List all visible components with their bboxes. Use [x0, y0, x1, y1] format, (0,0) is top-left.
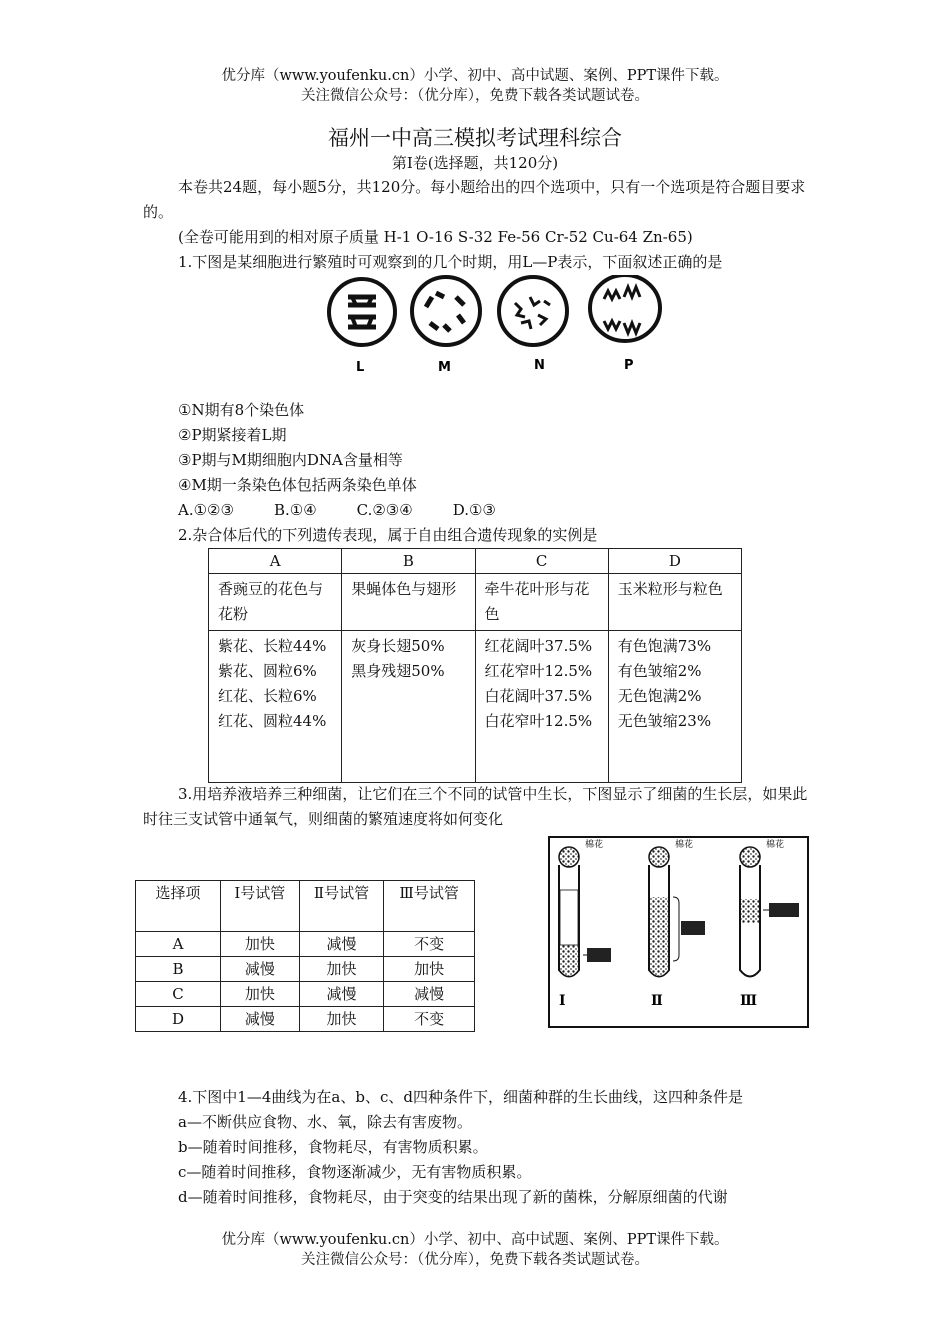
header-cell: Ⅲ号试管: [384, 881, 475, 932]
header-cell: Ⅱ号试管: [299, 881, 384, 932]
page-title: 福州一中高三模拟考试理科综合: [328, 126, 622, 150]
cell: 不变: [384, 1007, 475, 1032]
trait-cell: 牵牛花叶形与花色: [475, 574, 608, 631]
cell-division-figure: [318, 275, 664, 375]
q4-condition-c: c—随着时间推移，食物逐渐减少，无有害物质积累。: [178, 1163, 532, 1181]
section-title: 第Ⅰ卷(选择题，共120分): [391, 154, 559, 172]
result-cell: [475, 631, 608, 783]
q1-option-b[interactable]: B.①④: [273, 501, 317, 519]
q3-stem: 3.用培养液培养三种细菌，让它们在三个不同的试管中生长，下图显示了细菌的生长层，如果此时往三支试管中通氧气，则细菌的繁殖速度将如何变化: [143, 785, 808, 828]
cotton-label: 棉花: [766, 840, 785, 850]
test-tube-figure: [547, 835, 810, 1030]
result-cell: [209, 631, 342, 783]
header-cell: B: [342, 549, 475, 574]
table-header-row: [136, 881, 475, 932]
result-line: 白花窄叶12.5%: [484, 712, 593, 730]
q1-stem: 1.下图是某细胞进行繁殖时可观察到的几个时期，用L—P表示，下面叙述正确的是: [178, 253, 723, 271]
result-line: 红花阔叶37.5%: [484, 637, 593, 655]
header-cell: A: [209, 549, 342, 574]
result-line: 灰身长翅50%: [351, 637, 445, 655]
table-row: [136, 1007, 475, 1032]
cell: 减慢: [299, 982, 384, 1007]
tube-2: [649, 838, 705, 977]
cell-P: [590, 275, 660, 341]
header-cell: D: [608, 549, 741, 574]
cell: 减慢: [299, 932, 384, 957]
result-line: 红花、长粒6%: [218, 687, 317, 705]
q1-option-d[interactable]: D.①③: [452, 501, 496, 519]
trait-cell: 玉米粒形与粒色: [608, 574, 741, 631]
cell: 加快: [221, 982, 300, 1007]
label-N: N: [534, 358, 545, 373]
atomic-masses: (全卷可能用到的相对原子质量 H-1 O-16 S-32 Fe-56 Cr-52 Cu-64 Zn-65): [178, 228, 693, 246]
q2-table: [208, 548, 742, 783]
tube-label-3: Ⅲ: [740, 993, 758, 1009]
tube-label-1: Ⅰ: [559, 993, 566, 1009]
tube-label-2: Ⅱ: [651, 993, 663, 1009]
label-M: M: [438, 360, 451, 375]
table-row: [209, 631, 742, 783]
cotton-plug: [740, 847, 760, 867]
site-footer-line1: 优分库（www.youfenku.cn）小学、初中、高中试题、案例、PPT课件下载。: [221, 1232, 729, 1248]
table-header-row: [209, 549, 742, 574]
q4-condition-a: a—不断供应食物、水、氧，除去有害废物。: [178, 1113, 472, 1131]
result-line: 无色皱缩23%: [617, 712, 712, 730]
cell-L: [329, 279, 395, 345]
site-header-line1: 优分库（www.youfenku.cn）小学、初中、高中试题、案例、PPT课件下载。: [221, 68, 729, 84]
table-row: [209, 574, 742, 631]
cell: 不变: [384, 932, 475, 957]
result-line: 无色饱满2%: [617, 687, 702, 705]
q4-condition-d: d—随着时间推移，食物耗尽，由于突变的结果出现了新的菌株，分解原细菌的代谢: [178, 1188, 728, 1206]
trait-cell: 果蝇体色与翅形: [342, 574, 475, 631]
cell-N: [499, 277, 567, 345]
site-header-line2: 关注微信公众号：（优分库），免费下载各类试题试卷。: [301, 88, 649, 104]
cell: D: [136, 1007, 221, 1032]
header-cell: C: [475, 549, 608, 574]
cell: B: [136, 957, 221, 982]
cell: 加快: [384, 957, 475, 982]
table-row: [136, 982, 475, 1007]
q1-statement-2: ②P期紧接着L期: [178, 426, 287, 444]
result-line: 红花、圆粒44%: [218, 712, 327, 730]
cell: 加快: [299, 957, 384, 982]
q2-stem: 2.杂合体后代的下列遗传表现，属于自由组合遗传现象的实例是: [178, 526, 598, 544]
cotton-plug: [559, 847, 579, 867]
label-L: L: [356, 360, 365, 375]
result-line: 白花阔叶37.5%: [484, 687, 593, 705]
instructions-paragraph: 本卷共24题，每小题5分，共120分。每小题给出的四个选项中，只有一个选项是符合题目要求的。: [143, 178, 806, 221]
cell: A: [136, 932, 221, 957]
result-line: 有色皱缩2%: [617, 662, 702, 680]
label-P: P: [624, 358, 634, 373]
q4-stem: 4.下图中1—4曲线为在a、b、c、d四种条件下，细菌种群的生长曲线，这四种条件是: [178, 1088, 743, 1106]
result-line: 黑身残翅50%: [351, 662, 445, 680]
q4-condition-b: b—随着时间推移，食物耗尽，有害物质积累。: [178, 1138, 488, 1156]
result-line: 紫花、长粒44%: [218, 637, 327, 655]
header-cell: Ⅰ号试管: [221, 881, 300, 932]
header-cell: 选择项: [136, 881, 221, 932]
q1-statement-4: ④M期一条染色体包括两条染色单体: [178, 476, 417, 494]
result-line: 有色饱满73%: [617, 637, 712, 655]
q1-option-a[interactable]: A.①②③: [178, 501, 234, 519]
q1-statement-1: ①N期有8个染色体: [178, 401, 305, 419]
result-line: 紫花、圆粒6%: [218, 662, 317, 680]
table-row: [136, 932, 475, 957]
result-cell: [608, 631, 741, 783]
q1-statement-3: ③P期与M期细胞内DNA含量相等: [178, 451, 403, 469]
cotton-plug: [649, 847, 669, 867]
q1-options: [178, 498, 536, 522]
cell: C: [136, 982, 221, 1007]
cell: 减慢: [384, 982, 475, 1007]
q1-option-c[interactable]: C.②③④: [356, 501, 413, 519]
trait-cell: 香豌豆的花色与花粉: [209, 574, 342, 631]
cell: 加快: [299, 1007, 384, 1032]
site-footer-line2: 关注微信公众号：（优分库），免费下载各类试题试卷。: [301, 1252, 649, 1268]
cell: 减慢: [221, 957, 300, 982]
tube-3: [740, 838, 799, 977]
cell: 加快: [221, 932, 300, 957]
cell: 减慢: [221, 1007, 300, 1032]
result-line: 红花窄叶12.5%: [484, 662, 593, 680]
tube-1: [559, 838, 611, 977]
cell-M: [412, 277, 480, 345]
result-cell: [342, 631, 475, 783]
cotton-label: 棉花: [675, 840, 694, 850]
cotton-label: 棉花: [585, 840, 604, 850]
table-row: [136, 957, 475, 982]
q3-table: [135, 880, 475, 1032]
